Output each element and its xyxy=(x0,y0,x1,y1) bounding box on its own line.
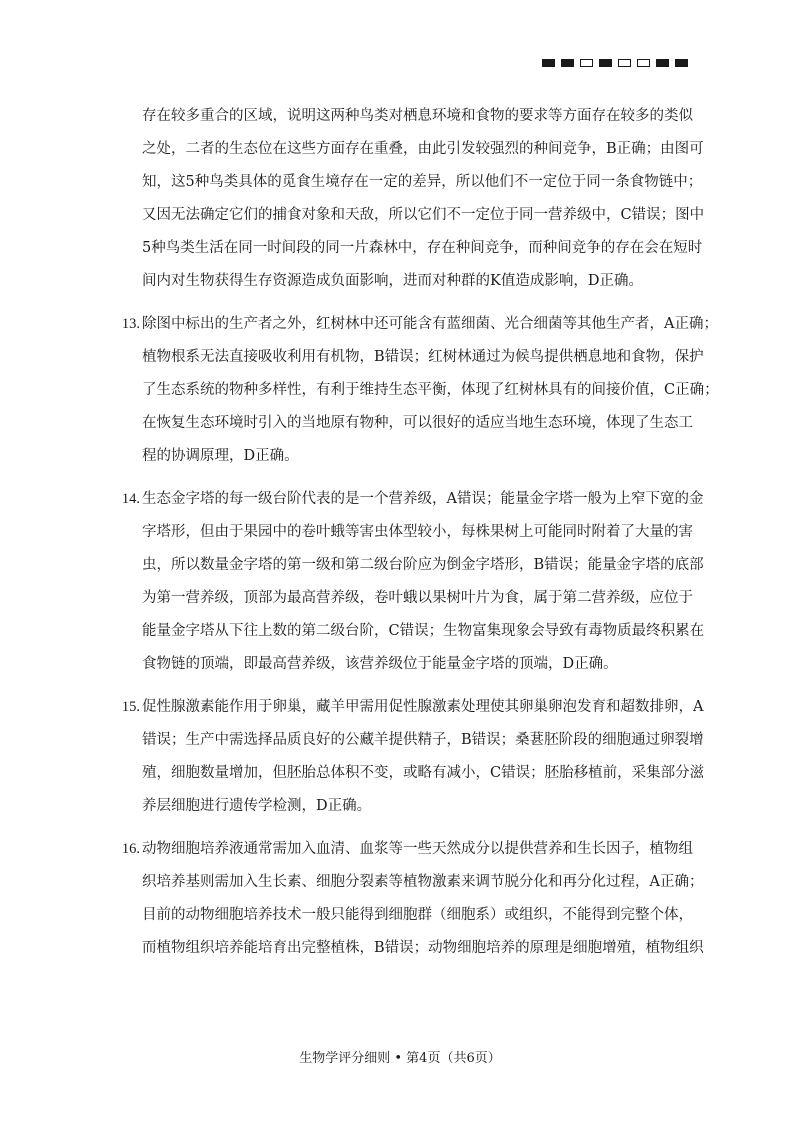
text-line: 目前的动物细胞培养技术一般只能得到细胞群（细胞系）或组织，不能得到完整个体， xyxy=(142,907,693,923)
text-line: 存在较多重合的区域，说明这两种鸟类对栖息环境和食物的要求等方面存在较多的类似 xyxy=(142,108,693,124)
text-line: 殖，细胞数量增加，但胚胎总体积不变，或略有减小，C错误；胚胎移植前，采集部分滋 xyxy=(142,765,705,781)
answer-item-15 xyxy=(0,691,800,823)
text-line: 促性腺激素能作用于卵巢，藏羊甲需用促性腺激素处理使其卵巢卵泡发育和超数排卵，A xyxy=(142,699,704,715)
text-line: 动物细胞培养液通常需加入血清、血浆等一些天然成分以提供营养和生长因子，植物组 xyxy=(142,841,693,857)
filled-square-mark xyxy=(675,59,688,67)
text-line: 虫，所以数量金字塔的第一级和第二级台阶应为倒金字塔形，B错误；能量金字塔的底部 xyxy=(142,557,704,573)
text-line: 又因无法确定它们的捕食对象和天敌，所以它们不一定位于同一营养级中，C错误；图中 xyxy=(142,207,705,223)
text-line: 程的协调原理，D正确。 xyxy=(142,448,299,464)
text-line: 而植物组织培养能培育出完整植株，B错误；动物细胞培养的原理是细胞增殖，植物组织 xyxy=(142,940,704,956)
filled-square-mark xyxy=(542,59,555,67)
answer-item-14 xyxy=(0,483,800,681)
filled-square-mark xyxy=(599,59,612,67)
page-content xyxy=(0,100,800,965)
item-body xyxy=(142,483,705,681)
text-line: 能量金字塔从下往上数的第二级台阶，C错误；生物富集现象会导致有毒物质最终积累在 xyxy=(142,623,705,639)
text-line: 知，这5种鸟类具体的觅食生境存在一定的差异，所以他们不一定位于同一条食物链中； xyxy=(142,174,703,190)
text-line: 字塔形，但由于果园中的卷叶蛾等害虫体型较小，每株果树上可能同时附着了大量的害 xyxy=(142,524,693,540)
item-body xyxy=(142,833,704,965)
text-line: 织培养基则需加入生长素、细胞分裂素等植物激素来调节脱分化和再分化过程，A正确； xyxy=(142,874,704,890)
text-line: 养层细胞进行遗传学检测，D正确。 xyxy=(142,798,372,814)
text-line: 5种鸟类生活在同一时间段的同一片森林中，存在种间竞争，而种间竞争的存在会在短时 xyxy=(142,240,703,256)
header-marks xyxy=(542,59,688,67)
filled-square-mark xyxy=(656,59,669,67)
item-number: 13. xyxy=(121,316,140,332)
text-line: 为第一营养级，顶部为最高营养级，卷叶蛾以果树叶片为食，属于第二营养级，应位于 xyxy=(142,590,693,606)
text-line: 了生态系统的物种多样性，有利于维持生态平衡，体现了红树林具有的间接价值，C正确； xyxy=(142,382,719,398)
answer-item-16 xyxy=(0,833,800,965)
text-line: 之处，二者的生态位在这些方面存在重叠，由此引发较强烈的种间竞争，B正确；由图可 xyxy=(142,141,704,157)
text-line: 生态金字塔的每一级台阶代表的是一个营养级，A错误；能量金字塔一般为上窄下宽的金 xyxy=(142,491,704,507)
text-line: 食物链的顶端，即最高营养级，该营养级位于能量金字塔的顶端，D正确。 xyxy=(142,656,618,672)
empty-square-mark xyxy=(637,59,650,67)
item-number: 15. xyxy=(121,699,140,715)
continuation-paragraph xyxy=(142,100,705,298)
text-line: 间内对生物获得生存资源造成负面影响，进而对种群的K值造成影响，D正确。 xyxy=(142,273,643,289)
filled-square-mark xyxy=(561,59,574,67)
text-line: 在恢复生态环境时引入的当地原有物种，可以很好的适应当地生态环境，体现了生态工 xyxy=(142,415,693,431)
item-body xyxy=(142,308,719,473)
empty-square-mark xyxy=(618,59,631,67)
item-number: 16. xyxy=(121,841,140,857)
empty-square-mark xyxy=(580,59,593,67)
item-number: 14. xyxy=(121,491,140,507)
text-line: 植物根系无法直接吸收利用有机物，B错误；红树林通过为候鸟提供栖息地和食物，保护 xyxy=(142,349,704,365)
answer-item-13 xyxy=(0,308,800,473)
page-footer: 生物学评分细则 • 第4页（共6页） xyxy=(299,1051,501,1066)
text-line: 错误；生产中需选择品质良好的公藏羊提供精子，B错误；桑葚胚阶段的细胞通过卵裂增 xyxy=(142,732,704,748)
text-line: 除图中标出的生产者之外，红树林中还可能含有蓝细菌、光合细菌等其他生产者，A正确； xyxy=(142,316,718,332)
item-body xyxy=(142,691,705,823)
